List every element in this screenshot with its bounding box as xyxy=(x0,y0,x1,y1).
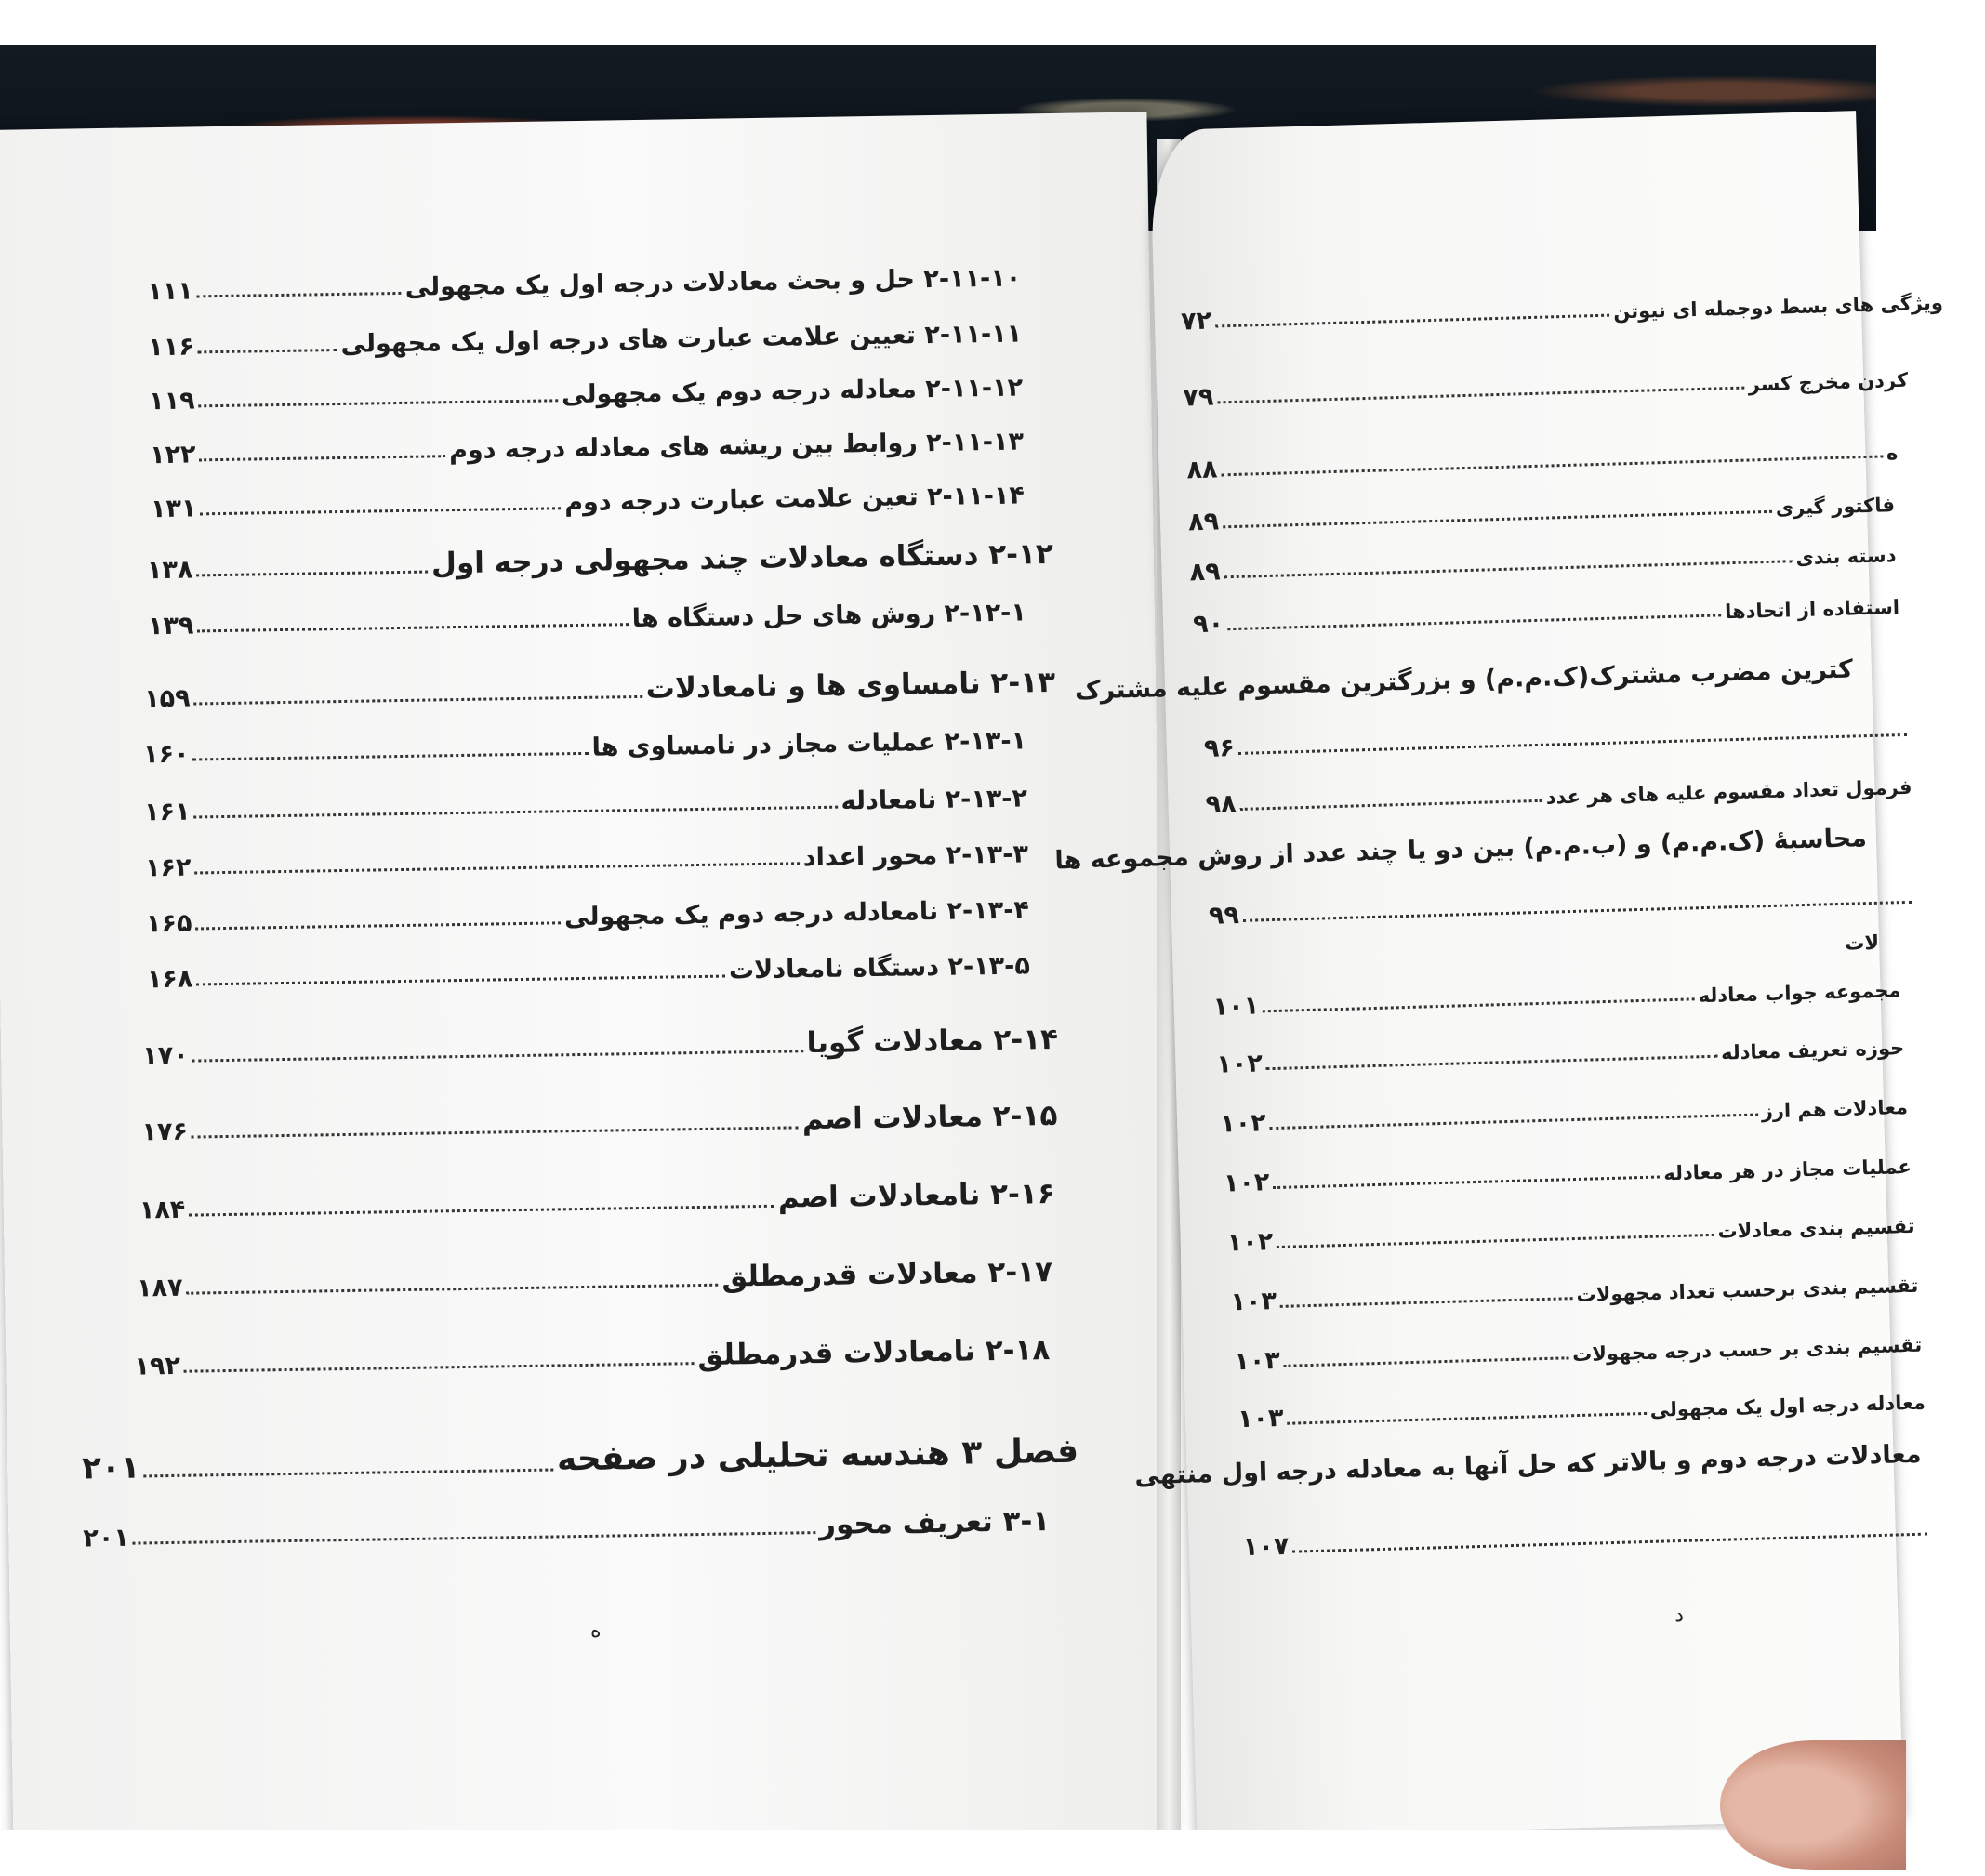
toc-entry xyxy=(1230,1259,1919,1321)
toc-entry xyxy=(150,416,1025,473)
thumb xyxy=(1720,1740,1906,1870)
toc-entry-page: ۱۰۳ xyxy=(1233,1345,1281,1377)
leader-dots xyxy=(1224,560,1793,578)
toc-entry-title: ۲-۱۱-۱۲ معادله درجه دوم یک مجهولی xyxy=(561,373,1024,410)
toc-entry-title: ۳-۱ تعریف محور xyxy=(818,1504,1051,1542)
toc-entry xyxy=(1212,963,1901,1025)
leader-dots xyxy=(1263,997,1695,1012)
toc-entry xyxy=(147,941,1031,997)
toc-entry-page: ۱۶۵ xyxy=(145,908,192,939)
toc-entry-title: کترین مضرب مشترک(ک.م.م) و بزرگترین مقسوم علیه مشترک xyxy=(1074,654,1854,706)
toc-entry xyxy=(144,660,1056,717)
toc-entry-title: ۲-۱۳-۳ محور اعداد xyxy=(802,839,1029,873)
toc-entry-title: معادله درجه اول یک مجهولی xyxy=(1649,1391,1926,1421)
toc-entry-page: ۱۱۹ xyxy=(148,386,195,416)
leader-dots xyxy=(193,752,589,761)
leader-dots xyxy=(1215,314,1609,328)
leader-dots xyxy=(1274,1175,1661,1189)
toc-entry-title: کردن مخرج کسر xyxy=(1748,368,1909,396)
toc-entry-title: ۲-۱۸ نامعادلات قدرمطلق xyxy=(697,1333,1051,1373)
page-folio: ه xyxy=(589,1618,602,1643)
leader-dots xyxy=(197,571,429,577)
leader-dots xyxy=(197,292,402,297)
leader-dots xyxy=(1270,1113,1758,1130)
leader-dots xyxy=(192,1050,803,1062)
leader-dots xyxy=(1240,799,1542,811)
toc-entry xyxy=(1180,276,1943,340)
toc-entry-page: ۷۲ xyxy=(1180,306,1212,337)
toc-entry-page: ۱۶۸ xyxy=(146,964,193,995)
toc-entry-page: ۱۶۲ xyxy=(144,852,192,883)
toc-entry-title: ۲-۱۶ نامعادلات اصم xyxy=(777,1177,1055,1215)
leader-dots xyxy=(1223,510,1772,528)
toc-entry-page: ۱۷۰ xyxy=(141,1040,189,1071)
toc-entry-page: ۱۳۹ xyxy=(147,611,194,641)
toc-entry-title: ۲-۱۲ دستگاه معادلات چند مجهولی درجه اول xyxy=(430,536,1054,581)
toc-entry xyxy=(142,1017,1059,1074)
leader-dots xyxy=(133,1531,815,1545)
toc-entry-title: ۲-۱۳-۱ عملیات مجاز در نامساوی ها xyxy=(591,726,1027,762)
leader-dots xyxy=(144,1469,554,1478)
toc-entry-page: ۹۶ xyxy=(1203,733,1236,763)
toc-entry xyxy=(1186,426,1899,488)
toc-entry-title: ۲-۱۱-۱۱ تعیین علامت عبارت های درجه اول یک مجهولی xyxy=(340,319,1023,359)
toc-entry-page: ۱۹۲ xyxy=(134,1351,181,1381)
toc-entry xyxy=(1074,644,1854,706)
toc-entry xyxy=(148,588,1027,644)
leader-dots xyxy=(195,862,800,874)
left-page xyxy=(0,112,1173,1847)
toc-entry xyxy=(144,773,1028,830)
leader-dots xyxy=(184,1362,694,1373)
leader-dots xyxy=(1277,1234,1714,1248)
toc-entry xyxy=(149,363,1024,419)
toc-entry xyxy=(134,1328,1051,1384)
toc-entry-title: ۲-۱۴ معادلات گویا xyxy=(806,1022,1059,1061)
toc-entry-page: ۱۰۲ xyxy=(1215,1049,1264,1079)
leader-dots xyxy=(199,399,558,407)
toc-entry-title: ۲-۱۳ نامساوی ها و نامعادلات xyxy=(645,665,1056,706)
toc-entry-page: ۱۰۱ xyxy=(1212,991,1260,1022)
leader-dots xyxy=(1284,1356,1568,1367)
toc-entry-title: دسته بندی xyxy=(1795,544,1897,570)
leader-dots xyxy=(1292,1533,1926,1553)
toc-entry xyxy=(1183,353,1909,416)
leader-dots xyxy=(1217,387,1744,404)
toc-entry xyxy=(137,1249,1053,1306)
toc-entry xyxy=(1054,813,1868,876)
toc-entry xyxy=(1189,528,1897,590)
toc-entry-page: ۹۸ xyxy=(1205,789,1237,819)
toc-entry-page: ۱۰۳ xyxy=(1230,1287,1277,1317)
toc-entry xyxy=(143,716,1027,773)
bottom-edge xyxy=(0,1830,1876,1876)
toc-entry-title: تقسیم بندی معادلات xyxy=(1717,1214,1915,1243)
toc-entry-title: ۲-۱۲-۱ روش های حل دستگاه ها xyxy=(631,598,1027,634)
toc-entry xyxy=(1226,1199,1915,1262)
toc-entry-page: ۱۰۲ xyxy=(1226,1227,1274,1258)
toc-entry-page: ۱۰۷ xyxy=(1242,1531,1290,1563)
leader-dots xyxy=(200,455,446,461)
toc-entry-title: مجموعه جواب معادله xyxy=(1698,979,1901,1008)
toc-entry-title: ه xyxy=(1886,442,1899,465)
toc-entry xyxy=(1219,1080,1908,1143)
toc-entry-title: معادلات هم ارز xyxy=(1761,1095,1909,1123)
toc-entry xyxy=(139,1171,1055,1228)
leader-dots xyxy=(1280,1297,1573,1308)
toc-entry xyxy=(1729,916,1879,962)
toc-entry xyxy=(147,532,1054,588)
leader-dots xyxy=(197,623,628,632)
toc-entry-title: محاسبهٔ (ک.م.م) و (ب.م.م) بین دو یا چند عدد از روش مجموعه ها xyxy=(1054,824,1868,876)
toc-entry-title: فرمول تعداد مقسوم علیه های هر عدد xyxy=(1545,775,1912,809)
page-folio: د xyxy=(1674,1603,1685,1628)
toc-entry xyxy=(145,829,1029,886)
toc-entry-page: ۱۳۸ xyxy=(146,555,193,586)
toc-entry-page: ۱۶۱ xyxy=(143,797,191,827)
toc-entry xyxy=(1237,1376,1925,1438)
toc-entry xyxy=(148,309,1023,365)
toc-entry-page: ۸۸ xyxy=(1186,455,1218,485)
toc-entry-title: ویژگی های بسط دوجمله ای نیوتن xyxy=(1612,291,1944,324)
toc-entry-title: فاکتور گیری xyxy=(1775,494,1896,520)
leader-dots xyxy=(1238,733,1907,755)
leader-dots xyxy=(1288,1412,1647,1425)
toc-entry xyxy=(146,885,1030,942)
toc-entry-page: ۹۰ xyxy=(1192,609,1224,640)
toc-entry xyxy=(1234,1318,1923,1381)
toc-entry-page: ۷۹ xyxy=(1182,382,1214,413)
toc-entry-title: تقسیم بندی برحسب تعداد مجهولات xyxy=(1576,1274,1919,1307)
toc-entry-page: ۸۹ xyxy=(1189,557,1222,588)
toc-entry-title: استفاده از اتحادها xyxy=(1724,596,1900,624)
toc-entry-page: ۱۸۷ xyxy=(136,1273,183,1303)
toc-entry-title: عملیات مجاز در هر معادله xyxy=(1663,1155,1912,1185)
toc-entry-page: ۱۰۲ xyxy=(1223,1168,1270,1198)
toc-entry xyxy=(1134,1430,1922,1491)
leader-dots xyxy=(1266,1055,1717,1071)
toc-entry xyxy=(1216,1021,1905,1083)
leader-dots xyxy=(196,921,562,930)
right-page xyxy=(1054,111,1944,1839)
toc-entry-page: ۱۶۰ xyxy=(142,739,190,770)
toc-entry-title: ۲-۱۷ معادلات قدرمطلق xyxy=(721,1255,1053,1294)
toc-entry-page: ۱۷۶ xyxy=(141,1116,189,1147)
toc-entry xyxy=(1223,1140,1912,1202)
toc-entry-title: لات xyxy=(1844,931,1880,955)
toc-entry-page: ۱۸۴ xyxy=(139,1195,186,1225)
leader-dots xyxy=(187,1284,719,1295)
toc-entry-title: ۲-۱۳-۴ نامعادله درجه دوم یک مجهولی xyxy=(563,895,1030,932)
leader-dots xyxy=(1227,614,1721,630)
toc-entry-title: تقسیم بندی بر حسب درجه مجهولات xyxy=(1571,1333,1923,1367)
toc-entry-title: حوزه تعریف معادله xyxy=(1720,1037,1905,1064)
toc-entry-title: ۲-۱۱-۱۰ حل و بحث معادلات درجه اول یک مجهولی xyxy=(404,263,1022,302)
leader-dots xyxy=(192,1126,799,1138)
chapter-heading xyxy=(82,1422,1079,1490)
toc-entry xyxy=(151,470,1026,527)
toc-entry-page: ۲۰۱ xyxy=(83,1523,130,1553)
toc-entry-page: ۹۹ xyxy=(1208,900,1240,931)
leader-dots xyxy=(194,695,642,706)
toc-entry-page: ۱۲۲ xyxy=(149,440,196,470)
toc-entry xyxy=(147,253,1022,310)
toc-entry-page: ۱۱۱ xyxy=(147,276,194,307)
toc-entry-title: معادلات درجه دوم و بالاتر که حل آنها به معادله درجه اول منتهی xyxy=(1134,1439,1922,1491)
leader-dots xyxy=(194,806,838,819)
toc-entry xyxy=(83,1499,1051,1556)
leader-dots xyxy=(201,507,562,515)
leader-dots xyxy=(196,975,725,986)
toc-entry-title: ۲-۱۱-۱۴ تعین علامت عبارت درجه دوم xyxy=(563,481,1026,518)
toc-entry-page: ۸۹ xyxy=(1187,507,1220,537)
chapter-title: فصل ۳ هندسه تحلیلی در صفحه xyxy=(556,1432,1079,1479)
toc-entry xyxy=(1192,580,1899,642)
toc-entry-title: ۲-۱۵ معادلات اصم xyxy=(801,1098,1058,1137)
toc-entry xyxy=(1205,760,1912,823)
toc-entry xyxy=(1203,705,1911,767)
leader-dots xyxy=(189,1205,774,1217)
toc-entry-title: ۲-۱۳-۲ نامعادله xyxy=(840,784,1028,816)
toc-entry xyxy=(1242,1503,1931,1566)
toc-entry xyxy=(141,1093,1058,1150)
toc-entry-page: ۱۰۲ xyxy=(1219,1108,1267,1139)
toc-entry-title: ۲-۱۳-۵ دستگاه نامعادلات xyxy=(728,951,1031,985)
leader-dots xyxy=(1222,455,1883,476)
toc-entry-title: ۲-۱۱-۱۳ روابط بین ریشه های معادله درجه دوم xyxy=(448,427,1025,466)
leader-dots xyxy=(198,349,337,353)
toc-entry-page: ۱۰۳ xyxy=(1237,1403,1284,1434)
toc-entry-page: ۱۵۹ xyxy=(143,683,191,714)
chapter-page: ۲۰۱ xyxy=(81,1448,140,1487)
toc-entry-page: ۱۱۶ xyxy=(148,332,194,363)
toc-entry-page: ۱۳۱ xyxy=(150,494,197,524)
